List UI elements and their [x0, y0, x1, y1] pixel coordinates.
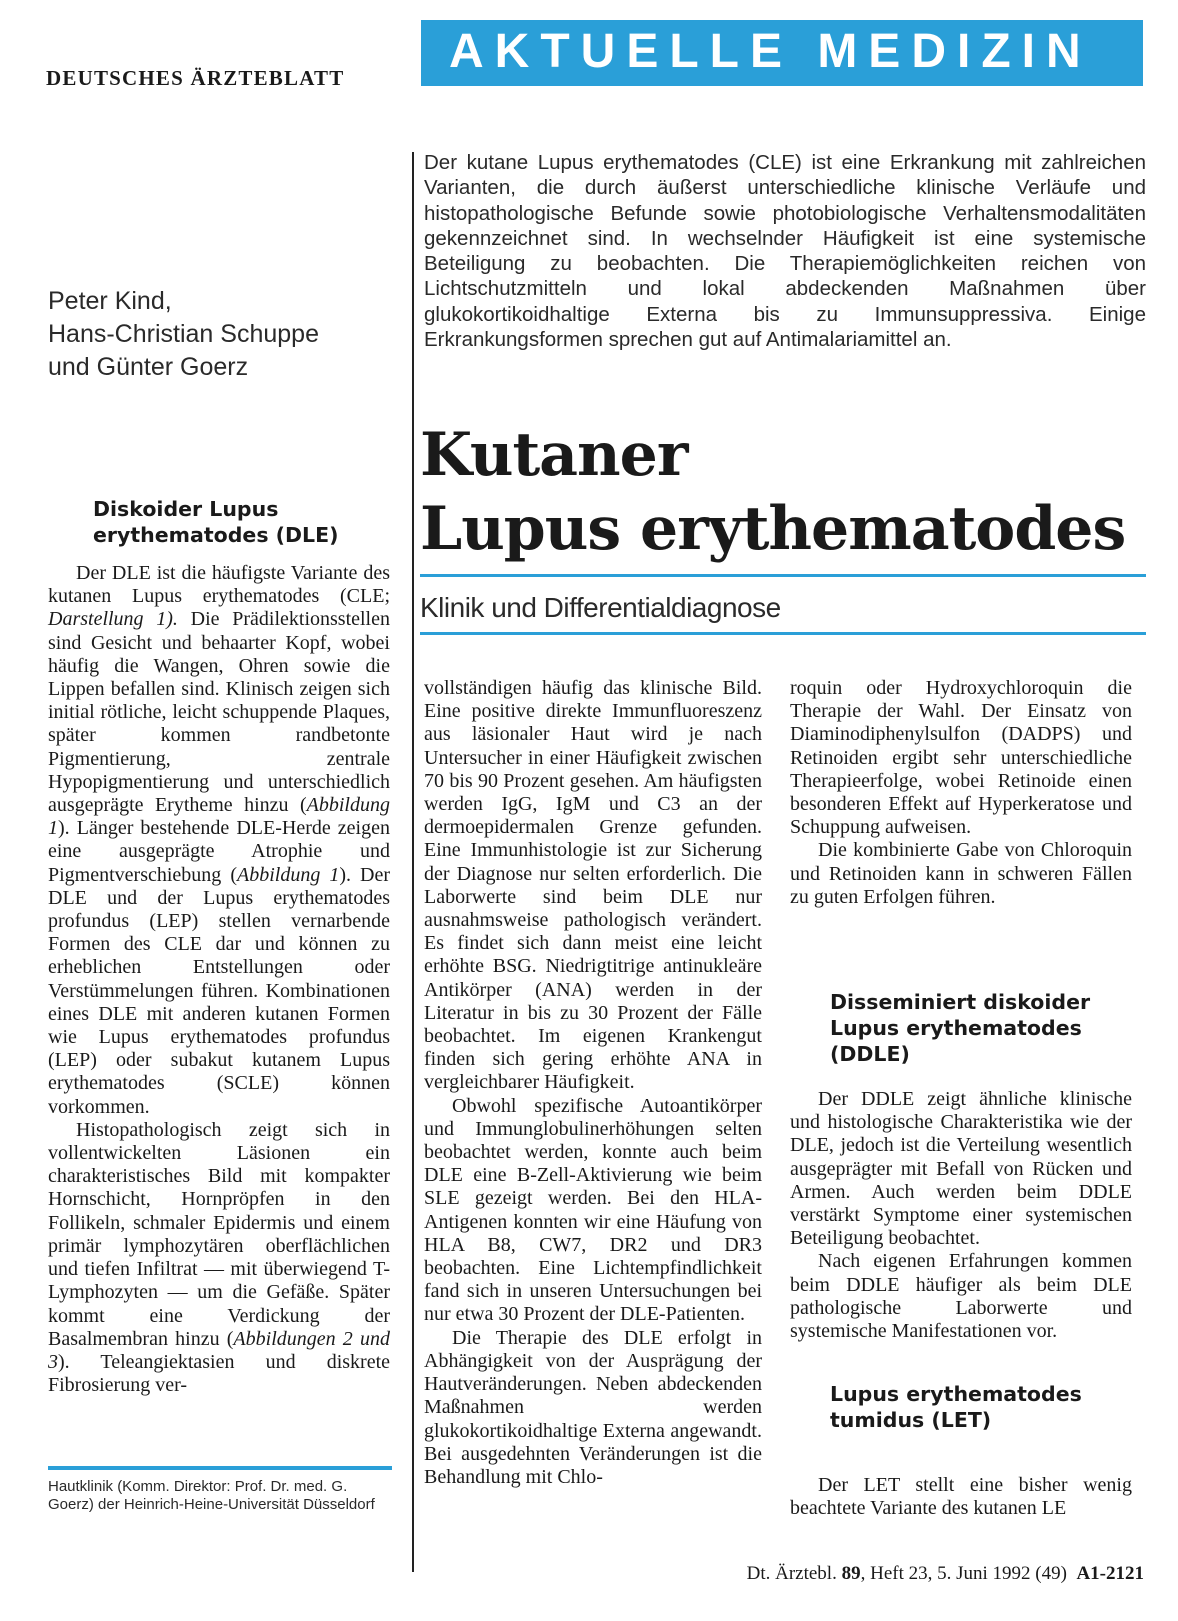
heading-ddle: Disseminiert diskoider Lupus erythematodes (DDLE) — [830, 990, 1091, 1066]
body-column-3 — [790, 677, 1132, 909]
title-rule-bottom — [420, 632, 1146, 635]
title-rule-top — [420, 574, 1146, 577]
heading-dle: Diskoider Lupus erythematodes (DLE) — [93, 497, 339, 547]
figure-reference: Abbildung 1 — [236, 863, 340, 886]
volume-number: 89 — [841, 1563, 861, 1584]
paragraph: Obwohl spezifische Autoantikörper und Immunglobulinerhöhungen selten beobachtet werden, konnte auch beim DLE eine B-Zell-Aktivierung wie beim SLE gezeigt werden. Bei den HLA-Antigenen konnten wir eine Häufung von HLA B8, CW7, DR2 und DR3 beobachten. Eine Lichtempfindlichkeit fand sich in unseren Untersuchungen bei nur etwa 30 Prozent der DLE-Patienten. — [424, 1094, 762, 1326]
section-banner — [421, 20, 1143, 86]
citation-suffix: , Heft 23, 5. Juni 1992 (49) — [860, 1563, 1067, 1584]
affiliation-footnote: Hautklinik (Komm. Direktor: Prof. Dr. med. G. Goerz) der Heinrich-Heine-Universität Düsseldorf — [48, 1478, 375, 1513]
paragraph: Nach eigenen Erfahrungen kommen beim DDLE häufiger als beim DLE pathologische Laborwerte und systemische Manifestationen vor. — [790, 1250, 1132, 1343]
figure-reference: Abbildungen 2 und 3 — [48, 1327, 390, 1373]
figure-reference: Abbildung 1 — [48, 794, 390, 840]
paragraph: vollständigen häufig das klinische Bild. Eine positive direkte Immunfluoreszenz aus läsionaler Haut wird je nach Untersucher in einer Häufigkeit zwischen 70 bis 90 Prozent gesehen. Am häufigsten werden IgG, IgM und C3 an der dermoepidermalen Grenze gefunden. Eine Immunhistologie ist zur Sicherung der Diagnose nur selten erforderlich. Die Laborwerte sind beim DLE nur ausnahmsweise pathologisch verändert. Es findet sich dann meist eine leicht erhöhte BSG. Niedrigtitrige antinukleäre Antikörper (ANA) werden in der Literatur in bis zu 30 Prozent der Fälle beobachtet. Im eigenen Krankengut finden sich gering erhöhte ANA in vergleichbarer Häufigkeit. — [424, 677, 762, 1094]
authors — [48, 285, 398, 384]
paragraph: Der DDLE zeigt ähnliche klinische und histologische Charakteristika wie der DLE, jedoch ist die Verteilung wesentlich ausgeprägter mit Befall von Rücken und Armen. Auch werden beim DDLE verstärkt Symptome einer systemischen Beteiligung beobachtet. — [790, 1088, 1132, 1250]
author-line: Hans-Christian Schuppe — [48, 320, 319, 348]
body-column-2 — [424, 677, 762, 1489]
body-column-1 — [48, 562, 390, 1397]
article-subtitle: Klinik und Differentialdiagnose — [420, 592, 781, 623]
paragraph: roquin oder Hydroxychloroquin die Therapie der Wahl. Der Einsatz von Diaminodiphenylsulfon (DADPS) und Retinoiden ergibt sehr unterschiedliche Therapieerfolge, wobei Retinoide einen besonderen Effekt auf Hyperkeratose und Schuppung aufweisen. — [790, 677, 1132, 839]
author-line: und Günter Goerz — [48, 353, 249, 381]
paragraph: Der LET stellt eine bisher wenig beachtete Variante des kutanen LE — [790, 1474, 1132, 1520]
journal-name: DEUTSCHES ÄRZTEBLATT — [46, 66, 345, 90]
body-column-3-ddle — [790, 1088, 1132, 1343]
figure-reference: Darstellung 1). — [48, 608, 178, 631]
citation-prefix: Dt. Ärztebl. — [746, 1563, 842, 1584]
title-line-1: Kutaner — [420, 420, 688, 490]
paragraph: Die kombinierte Gabe von Chloroquin und Retinoiden kann in schweren Fällen zu guten Erfolgen führen. — [790, 839, 1132, 908]
abstract: Der kutane Lupus erythematodes (CLE) ist eine Erkrankung mit zahlreichen Varianten, die durch äußerst unterschiedliche klinische Verläufe und histopathologische Befunde sowie photobiologische Verhaltensmodalitäten gekennzeichnet sind. In wechselnder Häufigkeit ist eine systemische Beteiligung zu beobachten. Die Therapiemöglichkeiten reichen von Lichtschutzmitteln und lokal abdeckenden Maßnahmen über glukokortikoidhaltige Externa bis zu Immunsuppressiva. Einige Erkrankungsformen sprechen gut auf Antimalariamittel an. — [424, 151, 1146, 352]
article-title — [420, 418, 1150, 566]
column-divider — [412, 152, 414, 1572]
paragraph: Die Therapie des DLE erfolgt in Abhängigkeit von der Ausprägung der Hautveränderungen. Neben abdeckenden Maßnahmen werden glukokortikoidhaltige Externa angewandt. Bei ausgedehnten Veränderungen ist die Behandlung mit Chlo- — [424, 1326, 762, 1488]
page-footer — [600, 1563, 1144, 1585]
footnote-rule — [48, 1466, 392, 1470]
title-line-2: Lupus erythematodes — [420, 494, 1126, 564]
paragraph: Der DLE ist die häufigste Variante des kutanen Lupus erythematodes (CLE; Darstellung 1). Die Prädilektionsstellen sind Gesicht und behaarter Kopf, wobei häufig die Wangen, Ohren sowie die Lippen befallen sind. Klinisch zeigen sich initial rötliche, leicht schuppende Plaques, später kommen randbetonte Pigmentierung, zentrale Hypopigmentierung und unterschiedlich ausgeprägte Erytheme hinzu (Abbildung 1). Länger bestehende DLE-Herde zeigen eine ausgeprägte Atrophie und Pigmentverschiebung (Abbildung 1). Der DLE und der Lupus erythematodes profundus (LEP) stellen vernarbende Formen des CLE dar und können zu erheblichen Entstellungen oder Verstümmelungen führen. Kombinationen eines DLE mit anderen kutanen Formen wie Lupus erythematodes profundus (LEP) oder subakut kutanem Lupus erythematodes (SCLE) können vorkommen. — [48, 562, 390, 1118]
page-number: A1-2121 — [1076, 1563, 1144, 1584]
heading-let: Lupus erythematodes tumidus (LET) — [830, 1382, 1082, 1432]
section-title: AKTUELLE MEDIZIN — [449, 25, 1092, 78]
author-line: Peter Kind, — [48, 287, 172, 315]
paragraph: Histopathologisch zeigt sich in vollentwickelten Läsionen ein charakteristisches Bild mit kompakter Hornschicht, Hornpröpfen in den Follikeln, schmaler Epidermis und einem primär lymphozytären oberflächlichen und tiefen Infiltrat — mit überwiegend T-Lymphozyten — um die Gefäße. Später kommt eine Verdickung der Basalmembran hinzu (Abbildungen 2 und 3). Teleangiektasien und diskrete Fibrosierung ver- — [48, 1118, 390, 1397]
body-column-3-let — [790, 1474, 1132, 1520]
